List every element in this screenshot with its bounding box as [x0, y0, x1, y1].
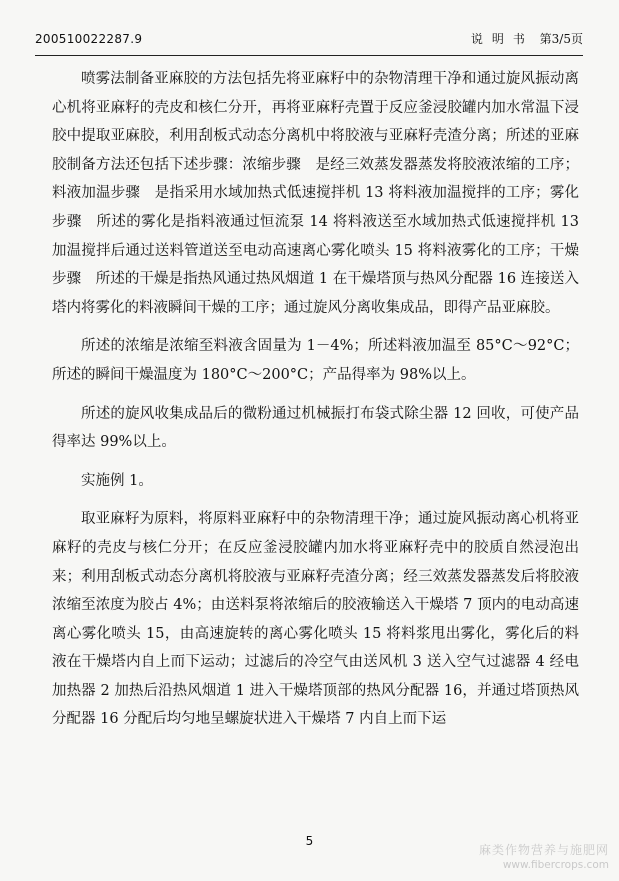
document-body: [52, 65, 579, 744]
page-header: [35, 28, 583, 50]
paragraph-concentration: 所述的浓缩是浓缩至料液含固量为 1－4%；所述料液加温至 85°C～92°C；所述的瞬间干燥温度为 180°C～200°C；产品得率为 98%以上。: [52, 338, 579, 383]
paragraph-method: 喷雾法制备亚麻胶的方法包括先将亚麻籽中的杂物清理干净和通过旋风振动离心机将亚麻籽的壳皮和核仁分开，再将亚麻籽壳置于反应釜浸胶罐内加水常温下浸胶中提取亚麻胶，利用刮板式动态分离机中将胶液与亚麻籽壳渣分离；所述的亚麻胶制备方法还包括下述步骤：浓缩步骤 是经三效蒸发器蒸发将胶液浓缩的工序；料液加温步骤 是指采用水域加热式低速搅拌机 13 将料液加温搅拌的工序；雾化步骤 所述的雾化是指料液通过恒流泵 14 将料液送至水域加热式低速搅拌机 13 加温搅拌后通过送料管道送至电动高速离心雾化喷头 15 将料液雾化的工序；干燥步骤 所述的干燥是指热风通过热风烟道 1 在干燥塔顶与热风分配器 16 连接送入塔内将雾化的料液瞬间干燥的工序；通过旋风分离收集成品，即得产品亚麻胶。: [52, 71, 579, 316]
paragraph-example-heading: 实施例 1。: [81, 472, 153, 489]
watermark-name: 麻类作物营养与施肥网: [478, 843, 609, 857]
document-number: 200510022287.9: [35, 32, 143, 46]
page-number: 5: [305, 834, 314, 848]
specification-label: 说明书: [470, 32, 534, 46]
watermark-url: www.fibercrops.com: [502, 859, 609, 871]
page-indicator: 第3/5页: [539, 32, 583, 46]
paragraph-example-body: 取亚麻籽为原料，将原料亚麻籽中的杂物清理干净；通过旋风振动离心机将亚麻籽的壳皮与核仁分开；在反应釜浸胶罐内加水将亚麻籽壳中的胶质自然浸泡出来；利用刮板式动态分离机将胶液与亚麻籽壳渣分离；经三效蒸发器蒸发后将胶液浓缩至浓度为胶占 4%；由送料泵将浓缩后的胶液输送入干燥塔 7 顶内的电动高速离心雾化喷头 15，由高速旋转的离心雾化喷头 15 将料浆甩出雾化，雾化后的料液在干燥塔内自上而下运动；过滤后的冷空气由送风机 3 送入空气过滤器 4 经电加热器 2 加热后沿热风烟道 1 进入干燥塔顶部的热风分配器 16，并通过塔顶热风分配器 16 分配后均匀地呈螺旋状进入干燥塔 7 内自上而下运: [52, 511, 579, 728]
header-right: [471, 28, 583, 50]
paragraph-cyclone: 所述的旋风收集成品后的微粉通过机械振打布袋式除尘器 12 回收，可使产品得率达 99%以上。: [52, 405, 579, 451]
header-rule: [35, 55, 583, 56]
watermark: [479, 843, 609, 873]
